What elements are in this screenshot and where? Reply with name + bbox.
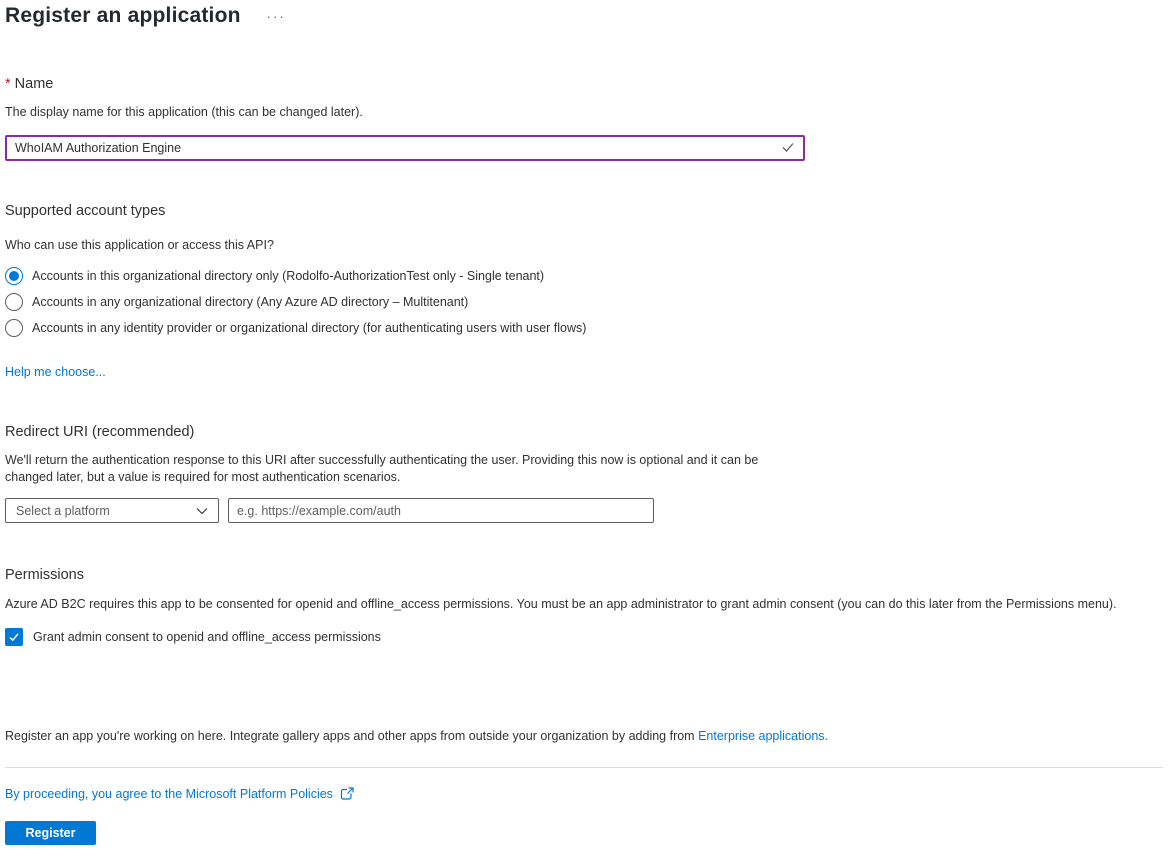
help-me-choose-link[interactable]: Help me choose... [5,365,106,379]
external-link-icon[interactable] [340,787,355,801]
name-description: The display name for this application (this can be changed later). [5,105,363,119]
name-label-text: Name [14,76,54,92]
enterprise-applications-link[interactable]: Enterprise applications. [698,729,829,743]
permissions-description: Azure AD B2C requires this app to be consented for openid and offline_access permissions. You must be an app administrator to grant admin consent (you can do this later from the Permissions menu). [5,597,1117,611]
platform-select-value: Select a platform [16,503,110,518]
radio-multitenant[interactable] [5,293,1163,311]
account-types-title: Supported account types [5,203,166,219]
radio-button-icon [5,267,23,285]
name-field-label [5,76,1163,92]
divider [5,767,1163,768]
radio-button-icon [5,293,23,311]
enterprise-note [5,728,1163,745]
radio-label: Accounts in this organizational directory only (Rodolfo-AuthorizationTest only - Single tenant) [32,269,545,283]
enterprise-note-text: Register an app you're working on here. Integrate gallery apps and other apps from outside your organization by adding from [5,729,699,743]
chevron-down-icon [196,507,208,515]
radio-button-icon [5,319,23,337]
account-types-question: Who can use this application or access this API? [5,238,274,252]
more-menu-icon[interactable]: ··· [266,9,286,24]
checkbox-label: Grant admin consent to openid and offline_access permissions [33,630,381,644]
page-header [5,2,1163,30]
required-asterisk: * [5,76,11,92]
name-input[interactable] [5,135,805,161]
radio-label: Accounts in any organizational directory (Any Azure AD directory – Multitenant) [32,295,469,309]
redirect-uri-input[interactable] [228,498,654,523]
checkbox-checked-icon[interactable] [5,628,23,646]
redirect-uri-controls [5,498,1163,523]
redirect-uri-description: We'll return the authentication response to this URI after successfully authenticating the user. Providing this now is optional and it can be changed later, but a value is required for most authentication scenarios. [5,453,759,484]
grant-admin-consent-checkbox-row[interactable] [5,628,1163,646]
radio-label: Accounts in any identity provider or organizational directory (for authenticating users with user flows) [32,321,587,335]
policy-row [5,787,1163,801]
radio-single-tenant[interactable] [5,267,1163,285]
radio-any-identity-provider[interactable] [5,319,1163,337]
platform-policies-link[interactable]: By proceeding, you agree to the Microsoft Platform Policies [5,787,333,801]
page-title: Register an application [5,4,241,27]
name-input-container [5,135,805,161]
platform-select-dropdown[interactable] [5,498,219,523]
permissions-title: Permissions [5,567,84,583]
account-types-radio-group [5,267,1163,337]
register-button[interactable]: Register [5,821,96,845]
redirect-uri-title: Redirect URI (recommended) [5,424,195,440]
